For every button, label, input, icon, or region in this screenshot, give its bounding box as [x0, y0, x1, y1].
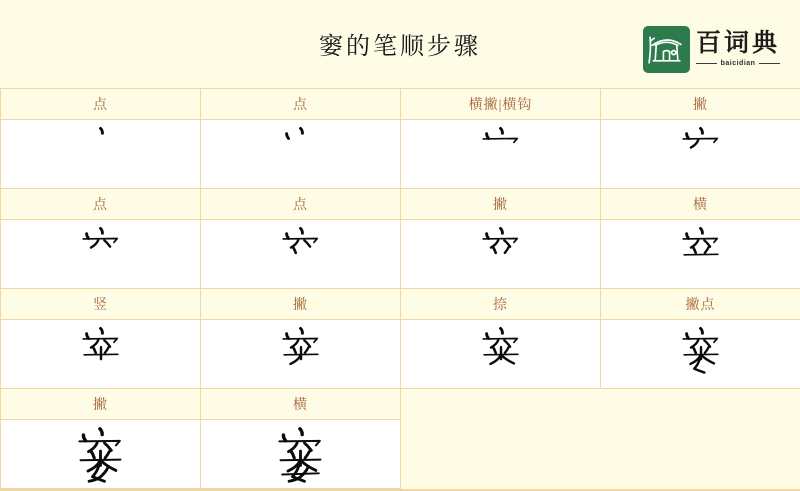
character-progress-glyph-7	[477, 226, 525, 274]
character-progress-glyph-9	[77, 326, 125, 374]
character-progress-glyph-2	[277, 126, 325, 174]
brand-romanization: baicidian	[720, 59, 756, 67]
page-title: 窭的笔顺步骤	[319, 34, 481, 60]
stroke-label-2: 点	[201, 89, 401, 120]
stroke-image-11	[401, 320, 601, 389]
stroke-table	[0, 88, 800, 489]
stroke-label-1: 点	[1, 89, 201, 120]
stroke-label-7: 撇	[401, 189, 601, 220]
character-progress-glyph-10	[277, 326, 325, 374]
stroke-image-14	[201, 420, 401, 489]
stroke-image-8	[601, 220, 800, 289]
stroke-label-13: 撇	[1, 389, 201, 420]
stroke-image-3	[401, 120, 601, 189]
stroke-image-9	[1, 320, 201, 389]
stroke-label-10: 撇	[201, 289, 401, 320]
character-progress-glyph-8	[677, 226, 725, 274]
stroke-image-4	[601, 120, 800, 189]
stroke-label-3: 横撇|横钩	[401, 89, 601, 120]
stroke-label-9: 竖	[1, 289, 201, 320]
character-progress-glyph-14	[272, 426, 329, 483]
character-progress-glyph-12	[677, 326, 725, 374]
stroke-image-row-3	[0, 320, 800, 389]
stroke-label-5: 点	[1, 189, 201, 220]
stroke-label-row-2	[0, 189, 800, 220]
pavilion-stamp-icon	[643, 26, 690, 73]
stroke-image-10	[201, 320, 401, 389]
brand-subtitle	[696, 60, 780, 67]
character-progress-glyph-1	[77, 126, 125, 174]
stroke-image-6	[201, 220, 401, 289]
stroke-label-row-1	[0, 89, 800, 120]
stroke-label-4: 撇	[601, 89, 800, 120]
brand-logo[interactable]	[643, 25, 788, 73]
character-progress-glyph-13	[72, 426, 129, 483]
stroke-image-row-1	[0, 120, 800, 189]
stroke-image-12	[601, 320, 800, 389]
stroke-label-14: 横	[201, 389, 401, 420]
brand-name: 百词典	[696, 30, 781, 58]
stroke-label-8: 横	[601, 189, 800, 220]
character-progress-glyph-6	[277, 226, 325, 274]
character-progress-glyph-4	[677, 126, 725, 174]
stroke-label-11: 捺	[401, 289, 601, 320]
brand-text	[696, 31, 780, 66]
stroke-image-13	[1, 420, 201, 489]
character-progress-glyph-3	[477, 126, 525, 174]
dash-left	[696, 63, 717, 64]
stroke-label-row-4	[0, 389, 800, 420]
stroke-image-row-4	[0, 420, 800, 489]
stroke-label-6: 点	[201, 189, 401, 220]
stroke-label-12: 撇点	[601, 289, 800, 320]
stroke-image-2	[201, 120, 401, 189]
character-progress-glyph-11	[477, 326, 525, 374]
stroke-label-row-3	[0, 289, 800, 320]
dash-right	[759, 63, 780, 64]
stroke-image-7	[401, 220, 601, 289]
stroke-image-5	[1, 220, 201, 289]
stroke-image-1	[1, 120, 201, 189]
character-progress-glyph-5	[77, 226, 125, 274]
stroke-image-row-2	[0, 220, 800, 289]
